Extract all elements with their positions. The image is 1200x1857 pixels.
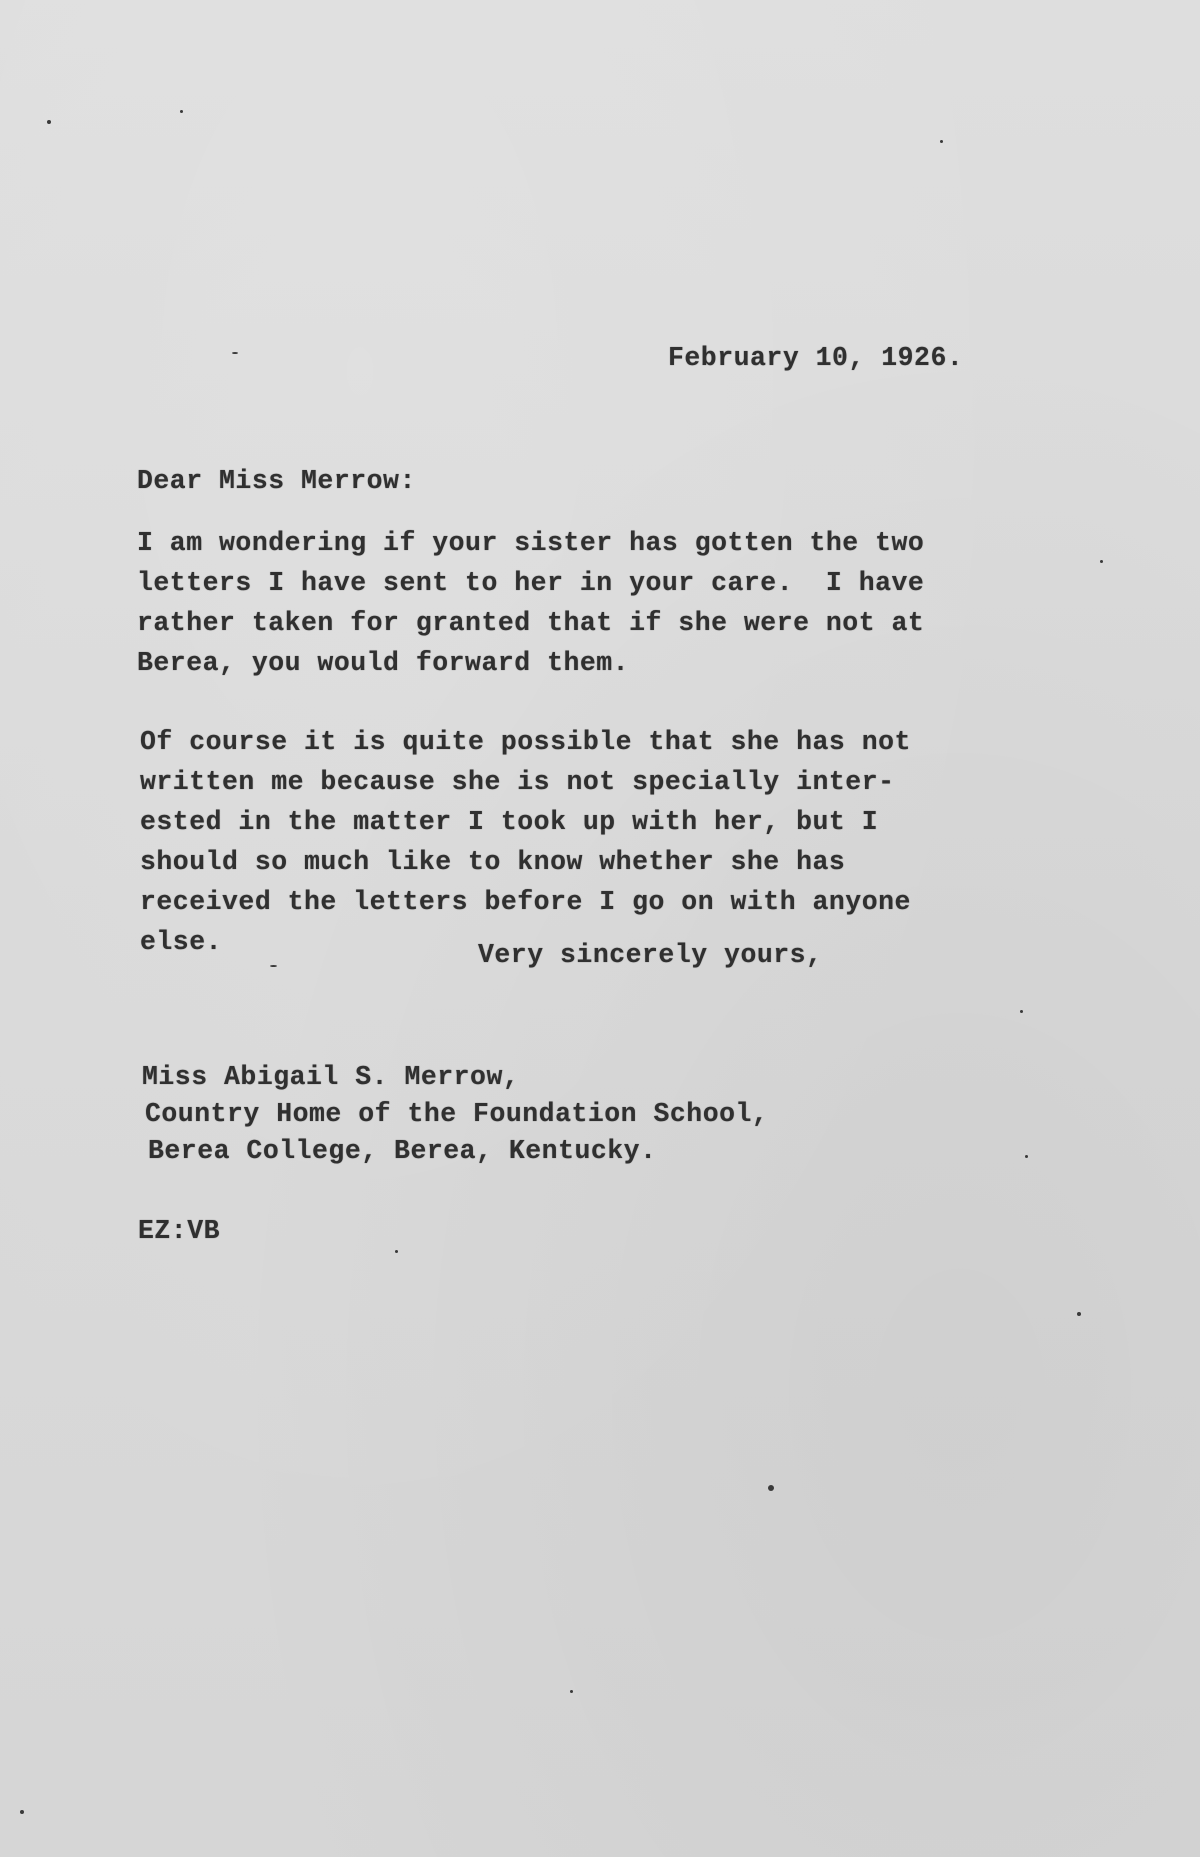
address-line: Country Home of the Foundation School, xyxy=(145,1099,769,1129)
paragraph-1-line: rather taken for granted that if she were not at xyxy=(137,608,925,638)
paper-speck xyxy=(232,352,238,354)
paragraph-1-line: Berea, you would forward them. xyxy=(137,648,630,678)
paper-speck xyxy=(47,120,51,124)
paragraph-2-line: should so much like to know whether she has xyxy=(140,847,846,877)
letter-date: February 10, 1926. xyxy=(668,343,964,373)
closing: Very sincerely yours, xyxy=(478,940,823,970)
paragraph-2-line: else. xyxy=(140,927,223,957)
paragraph-2-line: ested in the matter I took up with her, but I xyxy=(140,807,879,837)
paper-speck xyxy=(570,1690,573,1693)
paper-speck xyxy=(180,110,183,113)
paragraph-2-line: Of course it is quite possible that she has not xyxy=(140,727,911,757)
typist-initials: EZ:VB xyxy=(138,1216,221,1246)
address-line: Berea College, Berea, Kentucky. xyxy=(148,1136,657,1166)
paper-speck xyxy=(395,1250,398,1253)
paper-speck xyxy=(940,140,943,143)
paragraph-1-line: letters I have sent to her in your care. I have xyxy=(137,568,925,598)
paragraph-2-line: received the letters before I go on with anyone xyxy=(140,887,911,917)
paper-speck xyxy=(1025,1155,1028,1158)
paragraph-2-line: written me because she is not specially inter- xyxy=(140,767,895,797)
salutation: Dear Miss Merrow: xyxy=(137,466,416,496)
address-line: Miss Abigail S. Merrow, xyxy=(142,1062,520,1092)
paper-speck xyxy=(20,1810,24,1814)
paper-speck xyxy=(1020,1010,1023,1013)
paper-speck xyxy=(768,1485,774,1491)
paper-speck xyxy=(270,965,277,967)
paper-speck xyxy=(1100,560,1103,563)
paragraph-1-line: I am wondering if your sister has gotten the two xyxy=(137,528,925,558)
paper-speck xyxy=(1077,1312,1081,1316)
